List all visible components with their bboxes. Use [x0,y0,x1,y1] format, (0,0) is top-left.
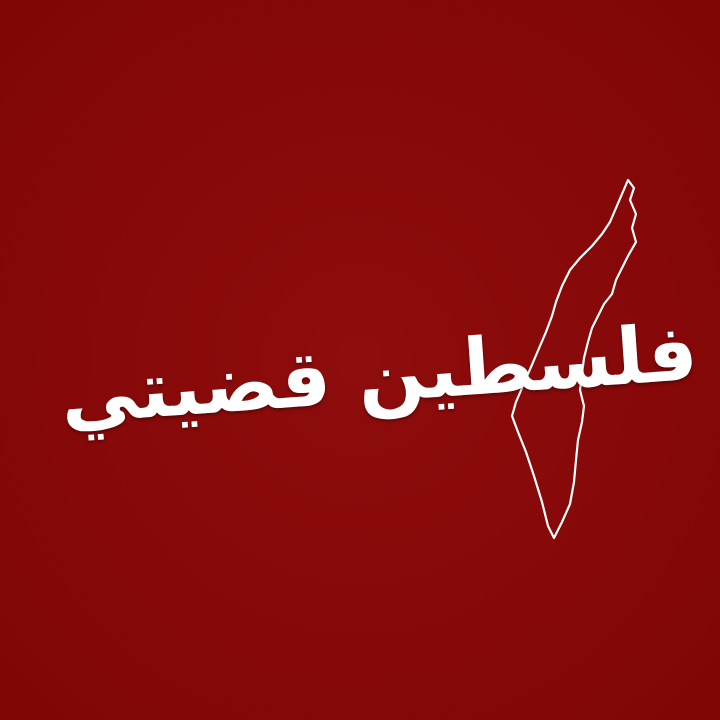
palestine-my-cause-calligraphy: فلسطين قضيتي [57,307,701,443]
calligraphy-block [57,300,701,450]
